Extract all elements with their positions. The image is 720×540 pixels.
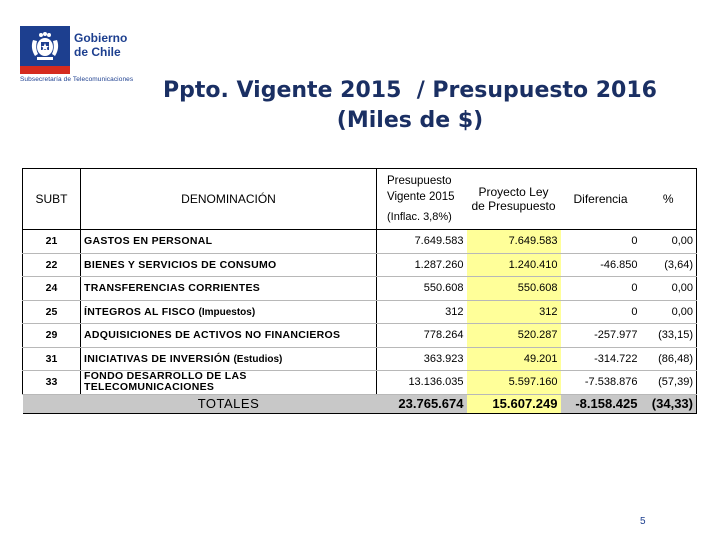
totals-subt-cell (23, 394, 81, 413)
header-proyecto-ley (467, 169, 561, 230)
row-percent: 0,00 (641, 300, 697, 324)
logo-subtitle: Subsecretaría de Telecomunicaciones (20, 76, 134, 83)
header-diferencia: Diferencia (561, 169, 641, 230)
row-name: INICIATIVAS DE INVERSIÓN (84, 352, 231, 365)
row-percent: (57,39) (641, 371, 697, 395)
title-line1: Ppto. Vigente 2015 / Presupuesto 2016 (163, 78, 657, 103)
row-diferencia: 0 (561, 277, 641, 301)
totals-percent: (34,33) (641, 394, 697, 413)
totals-proyecto: 15.607.249 (467, 394, 561, 413)
totals-presupuesto: 23.765.674 (377, 394, 467, 413)
header-pres-line3: (Inflac. 3,8%) (387, 211, 452, 223)
row-proyecto: 550.608 (467, 277, 561, 301)
row-diferencia: -257.977 (561, 324, 641, 348)
header-presupuesto-vigente (377, 169, 467, 230)
row-name: FONDO DESARROLLO DE LAS TELECOMUNICACIONES (84, 370, 247, 394)
header-pres-line1: Presupuesto (387, 175, 452, 187)
row-subt: 25 (23, 300, 81, 324)
row-subt: 21 (23, 230, 81, 254)
table-row (23, 230, 697, 254)
row-diferencia: 0 (561, 300, 641, 324)
row-name: GASTOS EN PERSONAL (84, 235, 213, 248)
row-presupuesto: 312 (377, 300, 467, 324)
row-presupuesto: 550.608 (377, 277, 467, 301)
totals-diferencia: -8.158.425 (561, 394, 641, 413)
row-name-note: (Impuestos) (198, 306, 256, 318)
row-percent: (86,48) (641, 347, 697, 371)
table-row (23, 347, 697, 371)
header-percent: % (641, 169, 697, 230)
logo-emblem-box (20, 26, 70, 66)
row-denominacion (81, 347, 377, 371)
logo-text-line1: Gobierno (74, 31, 128, 45)
row-denominacion (81, 277, 377, 301)
totals-label: TOTALES (81, 394, 377, 413)
row-proyecto: 5.597.160 (467, 371, 561, 395)
row-denominacion (81, 324, 377, 348)
row-name-note: (Estudios) (233, 353, 283, 365)
row-diferencia: -46.850 (561, 253, 641, 277)
row-proyecto: 1.240.410 (467, 253, 561, 277)
budget-table (22, 168, 697, 414)
row-subt: 33 (23, 371, 81, 395)
title-line2: (Miles de $) (336, 108, 484, 133)
row-subt: 29 (23, 324, 81, 348)
row-name: TRANSFERENCIAS CORRIENTES (84, 282, 261, 295)
header-denominacion: DENOMINACIÓN (81, 169, 377, 230)
row-percent: (3,64) (641, 253, 697, 277)
row-proyecto: 312 (467, 300, 561, 324)
row-proyecto: 520.287 (467, 324, 561, 348)
table-row (23, 277, 697, 301)
header-subt: SUBT (23, 169, 81, 230)
logo-text-line2: de Chile (74, 45, 121, 59)
row-presupuesto: 778.264 (377, 324, 467, 348)
row-presupuesto: 13.136.035 (377, 371, 467, 395)
row-percent: (33,15) (641, 324, 697, 348)
table-row (23, 371, 697, 395)
header-proj-line1: Proyecto Ley (478, 185, 549, 199)
table-row (23, 253, 697, 277)
row-name: BIENES Y SERVICIOS DE CONSUMO (84, 258, 277, 271)
row-percent: 0,00 (641, 277, 697, 301)
row-diferencia: -314.722 (561, 347, 641, 371)
row-percent: 0,00 (641, 230, 697, 254)
page-number: 5 (640, 516, 646, 527)
row-presupuesto: 1.287.260 (377, 253, 467, 277)
row-proyecto: 49.201 (467, 347, 561, 371)
table-row (23, 300, 697, 324)
row-denominacion (81, 253, 377, 277)
gobierno-logo (20, 26, 134, 83)
coat-of-arms-icon (27, 30, 63, 62)
row-subt: 22 (23, 253, 81, 277)
logo-red-bar (20, 66, 70, 74)
totals-row (23, 394, 697, 413)
row-denominacion (81, 371, 377, 395)
row-denominacion (81, 300, 377, 324)
row-presupuesto: 363.923 (377, 347, 467, 371)
row-presupuesto: 7.649.583 (377, 230, 467, 254)
header-proj-line2: de Presupuesto (471, 199, 556, 213)
row-subt: 31 (23, 347, 81, 371)
row-diferencia: 0 (561, 230, 641, 254)
row-name: ADQUISICIONES DE ACTIVOS NO FINANCIEROS (84, 329, 341, 342)
row-denominacion (81, 230, 377, 254)
table-row (23, 324, 697, 348)
row-proyecto: 7.649.583 (467, 230, 561, 254)
row-diferencia: -7.538.876 (561, 371, 641, 395)
slide-title (140, 76, 680, 136)
row-subt: 24 (23, 277, 81, 301)
header-pres-line2: Vigente 2015 (387, 191, 455, 203)
row-name: ÍNTEGROS AL FISCO (84, 305, 196, 318)
table-header-row (23, 169, 697, 230)
